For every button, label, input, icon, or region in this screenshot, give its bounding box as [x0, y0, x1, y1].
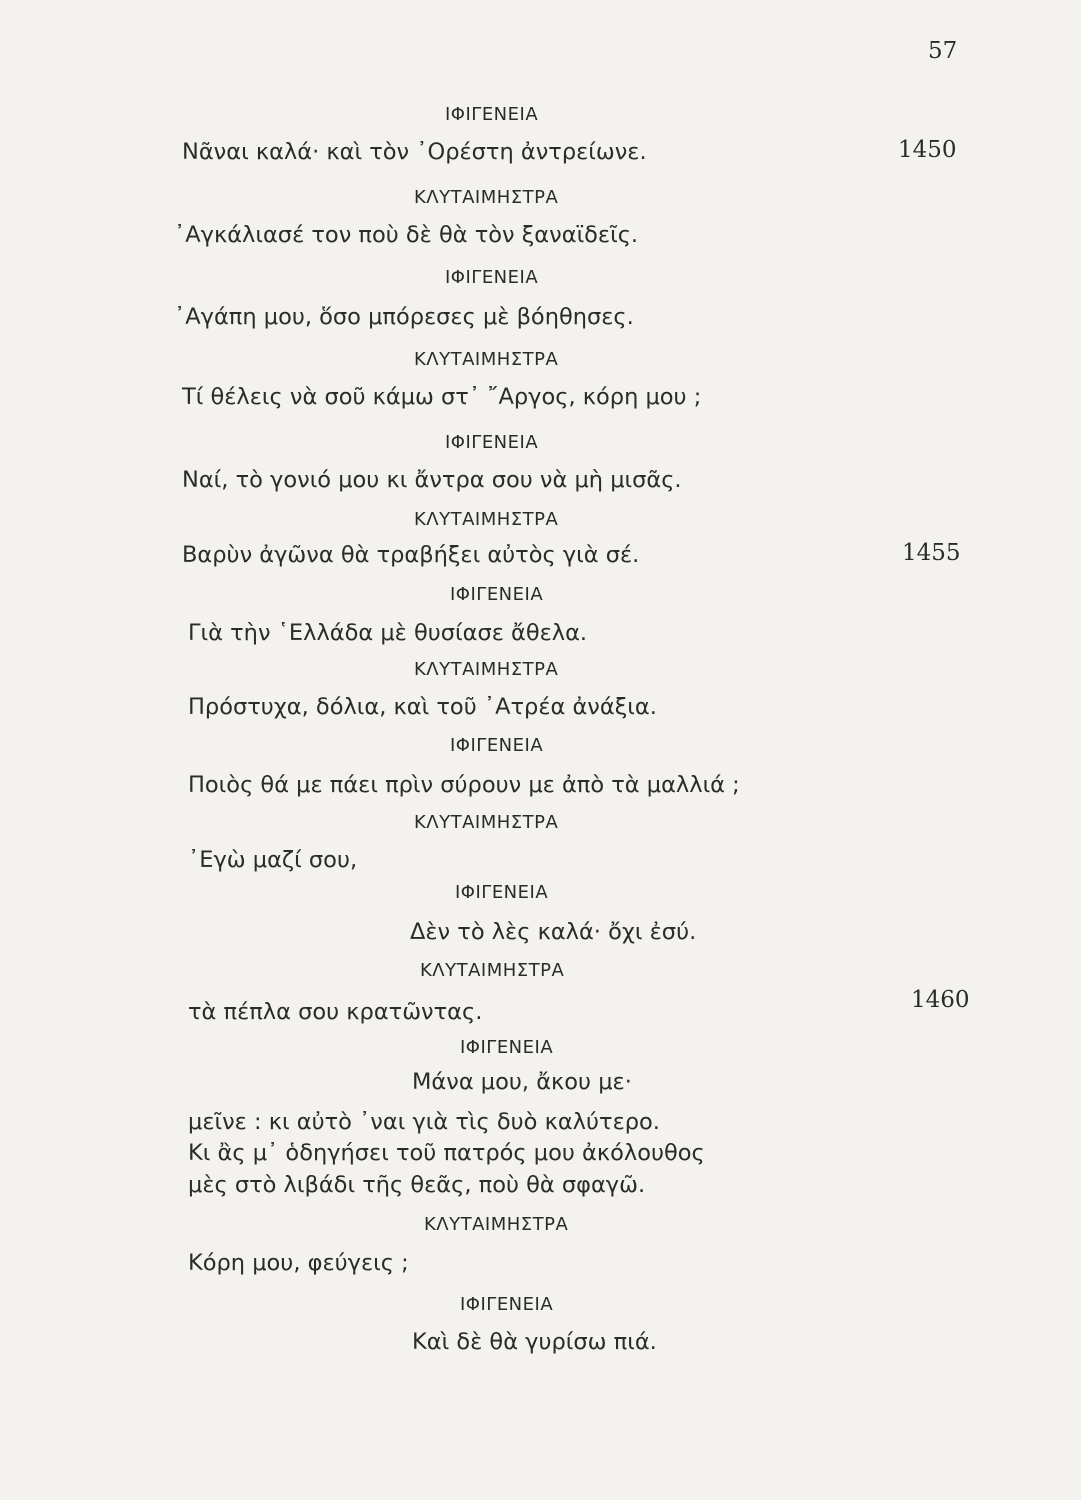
- verse-line: Γιὰ τὴν ῾Ελλάδα μὲ θυσίασε ἄθελα.: [188, 620, 588, 646]
- verse-line: ᾿Εγὼ μαζί σου,: [188, 847, 358, 873]
- page-number: 57: [928, 38, 958, 64]
- speaker-name: ΙΦΙΓΕΝΕΙΑ: [450, 735, 544, 756]
- line-number: 1450: [898, 137, 957, 163]
- line-number: 1460: [911, 987, 970, 1013]
- speaker-name: ΙΦΙΓΕΝΕΙΑ: [455, 882, 549, 903]
- speaker-name: ΙΦΙΓΕΝΕΙΑ: [445, 104, 539, 125]
- verse-line: τὰ πέπλα σου κρατῶντας.: [188, 999, 483, 1025]
- speaker-name: ΙΦΙΓΕΝΕΙΑ: [460, 1037, 554, 1058]
- speaker-name: ΙΦΙΓΕΝΕΙΑ: [460, 1294, 554, 1315]
- verse-line: Βαρὺν ἀγῶνα θὰ τραβήξει αὐτὸς γιὰ σέ.: [182, 542, 640, 568]
- speaker-name: ΙΦΙΓΕΝΕΙΑ: [445, 432, 539, 453]
- verse-line: Ποιὸς θά με πάει πρὶν σύρουν με ἀπὸ τὰ μαλλιά ;: [188, 772, 740, 798]
- verse-line: Ναί, τὸ γονιό μου κι ἄντρα σου νὰ μὴ μισᾶς.: [182, 467, 682, 493]
- speaker-name: ΙΦΙΓΕΝΕΙΑ: [450, 584, 544, 605]
- verse-line: Κόρη μου, φεύγεις ;: [188, 1250, 409, 1276]
- speaker-name: ΚΛΥΤΑΙΜΗΣΤΡΑ: [424, 1214, 569, 1235]
- verse-line: Μάνα μου, ἄκου με·: [412, 1069, 632, 1095]
- verse-line: Δὲν τὸ λὲς καλά· ὄχι ἐσύ.: [410, 919, 697, 945]
- speaker-name: ΚΛΥΤΑΙΜΗΣΤΡΑ: [414, 659, 559, 680]
- verse-line: μὲς στὸ λιβάδι τῆς θεᾶς, ποὺ θὰ σφαγῶ.: [188, 1172, 646, 1198]
- speaker-name: ΚΛΥΤΑΙΜΗΣΤΡΑ: [420, 960, 565, 981]
- verse-line: ᾿Αγάπη μου, ὅσο μπόρεσες μὲ βόηθησες.: [174, 304, 634, 330]
- speaker-name: ΙΦΙΓΕΝΕΙΑ: [445, 267, 539, 288]
- verse-line: Καὶ δὲ θὰ γυρίσω πιά.: [412, 1329, 657, 1355]
- speaker-name: ΚΛΥΤΑΙΜΗΣΤΡΑ: [414, 812, 559, 833]
- verse-line: Κι ἂς μ᾿ ὁδηγήσει τοῦ πατρός μου ἀκόλουθος: [188, 1140, 705, 1166]
- verse-line: ᾿Αγκάλιασέ τον ποὺ δὲ θὰ τὸν ξαναϊδεῖς.: [174, 222, 639, 248]
- line-number: 1455: [902, 540, 961, 566]
- verse-line: μεῖνε : κι αὐτὸ ᾿ναι γιὰ τὶς δυὸ καλύτερο.: [188, 1109, 660, 1135]
- verse-line: Πρόστυχα, δόλια, καὶ τοῦ ᾿Ατρέα ἀνάξια.: [188, 694, 657, 720]
- verse-line: Νᾶναι καλά· καὶ τὸν ᾿Ορέστη ἀντρείωνε.: [182, 139, 647, 165]
- speaker-name: ΚΛΥΤΑΙΜΗΣΤΡΑ: [414, 509, 559, 530]
- speaker-name: ΚΛΥΤΑΙΜΗΣΤΡΑ: [414, 187, 559, 208]
- verse-line: Τί θέλεις νὰ σοῦ κάμω στ᾿ ῎Αργος, κόρη μου ;: [182, 384, 702, 410]
- speaker-name: ΚΛΥΤΑΙΜΗΣΤΡΑ: [414, 349, 559, 370]
